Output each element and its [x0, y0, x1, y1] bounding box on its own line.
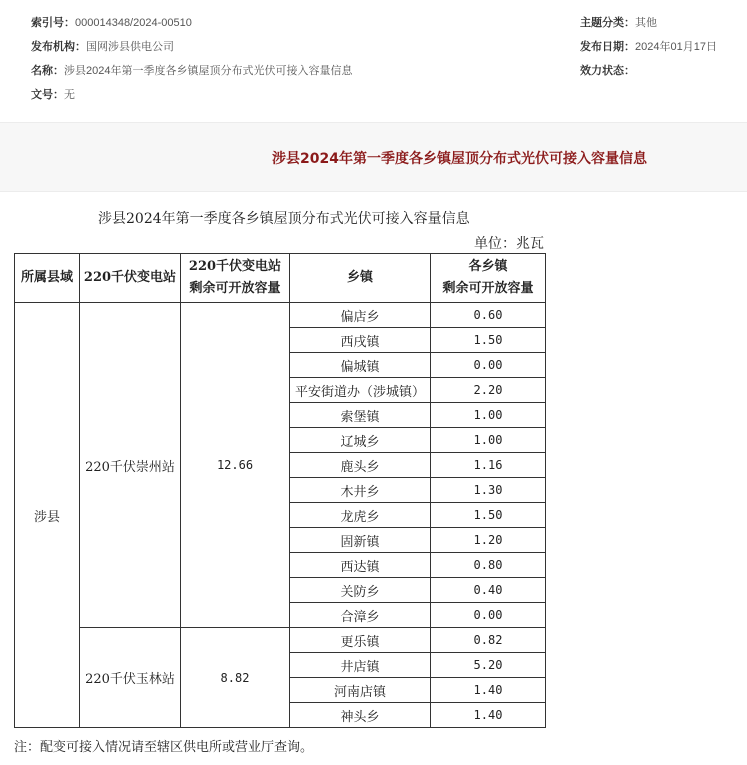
validity-row — [580, 64, 635, 78]
town-capacity-cell: 1.50 — [431, 503, 546, 528]
table-row — [15, 303, 546, 328]
topic-value: 其他 — [635, 17, 657, 29]
document-title: 涉县2024年第一季度各乡镇屋顶分布式光伏可接入容量信息 — [98, 211, 470, 227]
town-capacity-cell: 1.40 — [431, 703, 546, 728]
date-row — [580, 40, 717, 54]
header-town-capacity-line2: 剩余可开放容量 — [442, 281, 534, 296]
header-station-capacity — [181, 254, 290, 303]
town-capacity-cell: 1.20 — [431, 528, 546, 553]
town-name-cell: 关防乡 — [290, 578, 431, 603]
unit-label: 单位：兆瓦 — [474, 236, 544, 252]
town-capacity-cell: 0.60 — [431, 303, 546, 328]
town-name-cell: 偏城镇 — [290, 353, 431, 378]
org-row — [31, 40, 174, 54]
header-town-capacity-line1: 各乡镇 — [468, 259, 508, 274]
station-name-cell: 220千伏崇州站 — [80, 303, 181, 628]
footnote: 注：配变可接入情况请至辖区供电所或营业厅查询。 — [14, 740, 314, 755]
docno-row — [31, 88, 75, 102]
station-capacity-cell: 8.82 — [181, 628, 290, 728]
town-name-cell: 鹿头乡 — [290, 453, 431, 478]
town-capacity-cell: 0.82 — [431, 628, 546, 653]
town-name-cell: 井店镇 — [290, 653, 431, 678]
docno-value: 无 — [64, 89, 75, 101]
town-capacity-cell: 0.00 — [431, 353, 546, 378]
docno-label: 文号： — [31, 89, 64, 101]
town-capacity-cell: 1.40 — [431, 678, 546, 703]
town-name-cell: 神头乡 — [290, 703, 431, 728]
page-title: 涉县2024年第一季度各乡镇屋顶分布式光伏可接入容量信息 — [272, 151, 647, 167]
town-name-cell: 索堡镇 — [290, 403, 431, 428]
town-name-cell: 西达镇 — [290, 553, 431, 578]
town-capacity-cell: 0.80 — [431, 553, 546, 578]
town-capacity-cell: 2.20 — [431, 378, 546, 403]
town-capacity-cell: 1.00 — [431, 403, 546, 428]
header-town: 乡镇 — [290, 254, 431, 303]
table-row — [15, 628, 546, 653]
table-header-row — [15, 254, 546, 303]
name-value: 涉县2024年第一季度各乡镇屋顶分布式光伏可接入容量信息 — [64, 65, 353, 77]
town-capacity-cell: 0.40 — [431, 578, 546, 603]
town-name-cell: 固新镇 — [290, 528, 431, 553]
town-name-cell: 西戌镇 — [290, 328, 431, 353]
date-label: 发布日期： — [580, 41, 635, 53]
name-label: 名称： — [31, 65, 64, 77]
date-value: 2024年01月17日 — [635, 41, 717, 53]
org-label: 发布机构： — [31, 41, 86, 53]
header-county: 所属县域 — [15, 254, 80, 303]
town-name-cell: 木井乡 — [290, 478, 431, 503]
validity-label: 效力状态： — [580, 65, 635, 77]
header-station-capacity-line2: 剩余可开放容量 — [189, 281, 281, 296]
town-name-cell: 龙虎乡 — [290, 503, 431, 528]
county-cell: 涉县 — [15, 303, 80, 728]
station-name-cell: 220千伏玉林站 — [80, 628, 181, 728]
header-station: 220千伏变电站 — [80, 254, 181, 303]
index-label: 索引号： — [31, 17, 75, 29]
town-capacity-cell: 1.30 — [431, 478, 546, 503]
station-capacity-cell: 12.66 — [181, 303, 290, 628]
capacity-table — [14, 253, 546, 728]
town-name-cell: 河南店镇 — [290, 678, 431, 703]
index-value: 000014348/2024-00510 — [75, 17, 192, 29]
header-town-capacity — [431, 254, 546, 303]
topic-label: 主题分类： — [580, 17, 635, 29]
info-panel — [0, 0, 747, 122]
town-name-cell: 更乐镇 — [290, 628, 431, 653]
town-capacity-cell: 1.16 — [431, 453, 546, 478]
index-row — [31, 16, 192, 30]
town-capacity-cell: 5.20 — [431, 653, 546, 678]
org-value: 国网涉县供电公司 — [86, 41, 174, 53]
town-name-cell: 平安街道办（涉城镇） — [290, 378, 431, 403]
town-capacity-cell: 0.00 — [431, 603, 546, 628]
topic-row — [580, 16, 657, 30]
town-capacity-cell: 1.50 — [431, 328, 546, 353]
name-row — [31, 64, 352, 78]
town-name-cell: 辽城乡 — [290, 428, 431, 453]
town-capacity-cell: 1.00 — [431, 428, 546, 453]
town-name-cell: 合漳乡 — [290, 603, 431, 628]
town-name-cell: 偏店乡 — [290, 303, 431, 328]
header-station-capacity-line1: 220千伏变电站 — [188, 259, 282, 274]
